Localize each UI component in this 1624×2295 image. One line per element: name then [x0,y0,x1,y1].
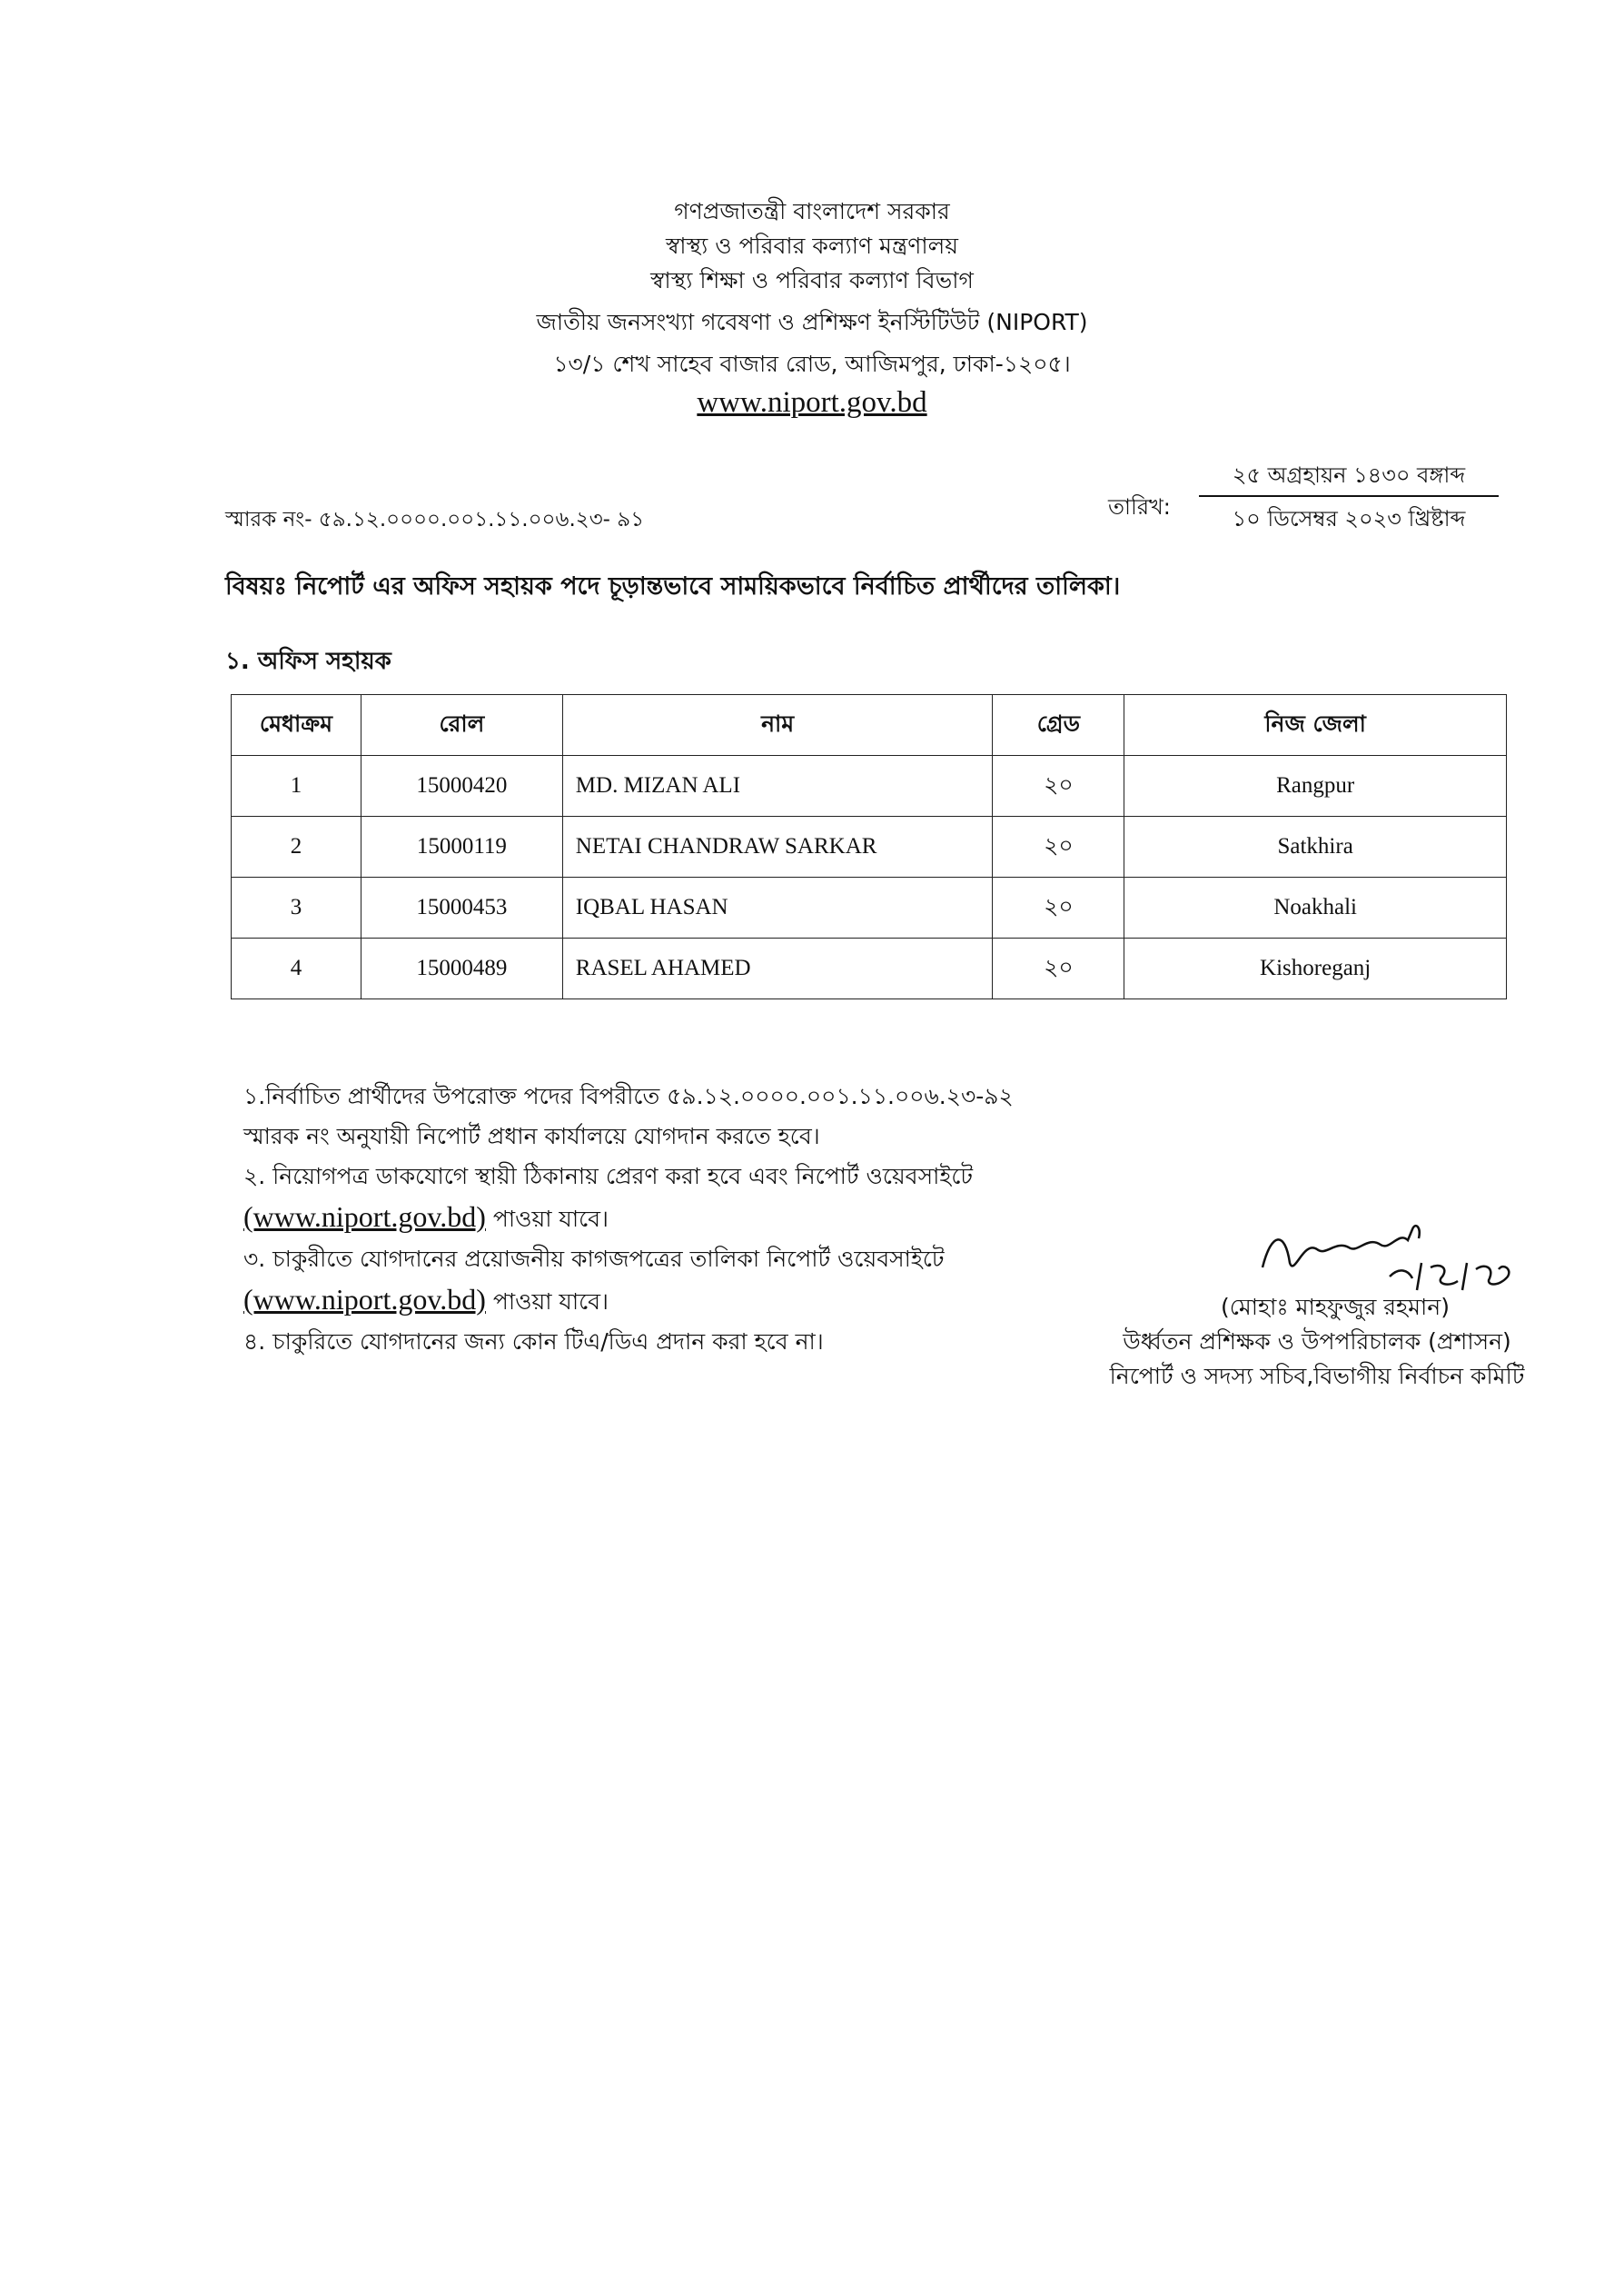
date-label: তারিখ: [1108,494,1171,520]
header-grade: গ্রেড [993,695,1124,756]
section-title: ১. অফিস সহায়ক [225,648,391,675]
header-district: নিজ জেলা [1124,695,1507,756]
cell-district: Kishoreganj [1124,939,1507,999]
signatory-title: উর্ধ্বতন প্রশিক্ষক ও উপপরিচালক (প্রশাসন) [1123,1328,1511,1355]
header-merit: মেধাক্রম [232,695,361,756]
note-1b: স্মারক নং অনুযায়ী নিপোর্ট প্রধান কার্যালয়ে যোগদান করতে হবে। [243,1123,820,1149]
cell-name: NETAI CHANDRAW SARKAR [562,817,993,878]
cell-merit: 2 [232,817,361,878]
note-3b-text: পাওয়া যাবে। [485,1288,609,1315]
cell-name: MD. MIZAN ALI [562,756,993,817]
address-line: ১৩/১ শেখ সাহেব বাজার রোড, আজিমপুর, ঢাকা-১২০৫। [553,351,1071,377]
cell-merit: 1 [232,756,361,817]
date-divider [1199,495,1499,497]
signatory-name: (মোহাঃ মাহফুজুর রহমান) [1221,1294,1450,1320]
cell-roll: 15000453 [361,878,562,939]
date-english: ১০ ডিসেম্বর ২০২৩ খ্রিষ্টাব্দ [1232,506,1466,532]
memo-number: স্মারক নং- ৫৯.১২.০০০০.০০১.১১.০০৬.২৩- ৯১ [225,508,645,532]
note-1a: ১.নির্বাচিত প্রার্থীদের উপরোক্ত পদের বিপরীতে ৫৯.১২.০০০০.০০১.১১.০০৬.২৩-৯২ [243,1083,1014,1109]
ministry-header: স্বাস্থ্য ও পরিবার কল্যাণ মন্ত্রণালয় [666,233,958,259]
notes-list [243,1077,1152,1362]
cell-name: IQBAL HASAN [562,878,993,939]
division-header: স্বাস্থ্য শিক্ষা ও পরিবার কল্যাণ বিভাগ [650,267,974,293]
table-row [232,756,1507,817]
cell-merit: 4 [232,939,361,999]
note-4: ৪. চাকুরিতে যোগদানের জন্য কোন টিএ/ডিএ প্রদান করা হবে না। [243,1328,824,1355]
institute-header: জাতীয় জনসংখ্যা গবেষণা ও প্রশিক্ষণ ইনস্টিটিউট (NIPORT) [536,309,1088,335]
website-link[interactable]: www.niport.gov.bd [697,386,927,419]
handwritten-signature [1253,1213,1526,1299]
results-table [231,694,1507,999]
header-name: নাম [562,695,993,756]
table-row [232,939,1507,999]
cell-grade: ২০ [993,817,1124,878]
cell-district: Rangpur [1124,756,1507,817]
cell-grade: ২০ [993,756,1124,817]
subject-line: বিষয়ঃ নিপোর্ট এর অফিস সহায়ক পদে চূড়ান্তভাবে সাময়িকভাবে নির্বাচিত প্রার্থীদের তালিকা। [225,572,1121,601]
table-header-row [232,695,1507,756]
signatory-block [1054,1290,1580,1394]
note-2b-text: পাওয়া যাবে। [485,1206,609,1232]
cell-name: RASEL AHAMED [562,939,993,999]
date-bangla: ২৫ অগ্রহায়ন ১৪৩০ বঙ্গাব্দ [1232,462,1466,488]
cell-grade: ২০ [993,939,1124,999]
signatory-committee: নিপোর্ট ও সদস্য সচিব,বিভাগীয় নির্বাচন কমিটি [1109,1363,1525,1389]
cell-district: Satkhira [1124,817,1507,878]
table-row [232,817,1507,878]
cell-grade: ২০ [993,878,1124,939]
cell-roll: 15000489 [361,939,562,999]
table-row [232,878,1507,939]
cell-roll: 15000119 [361,817,562,878]
cell-merit: 3 [232,878,361,939]
website-line [0,386,1624,419]
note-2b [243,1197,1152,1239]
govt-header: গণপ্রজাতন্ত্রী বাংলাদেশ সরকার [674,198,950,224]
website-link[interactable]: (www.niport.gov.bd) [243,1283,486,1316]
note-3b [243,1279,1152,1322]
note-3a: ৩. চাকুরীতে যোগদানের প্রয়োজনীয় কাগজপত্রের তালিকা নিপোর্ট ওয়েবসাইটে [243,1246,945,1272]
note-2a: ২. নিয়োগপত্র ডাকযোগে স্থায়ী ঠিকানায় প্রেরণ করা হবে এবং নিপোর্ট ওয়েবসাইটে [243,1163,974,1189]
website-link[interactable]: (www.niport.gov.bd) [243,1200,486,1233]
cell-roll: 15000420 [361,756,562,817]
cell-district: Noakhali [1124,878,1507,939]
header-roll: রোল [361,695,562,756]
